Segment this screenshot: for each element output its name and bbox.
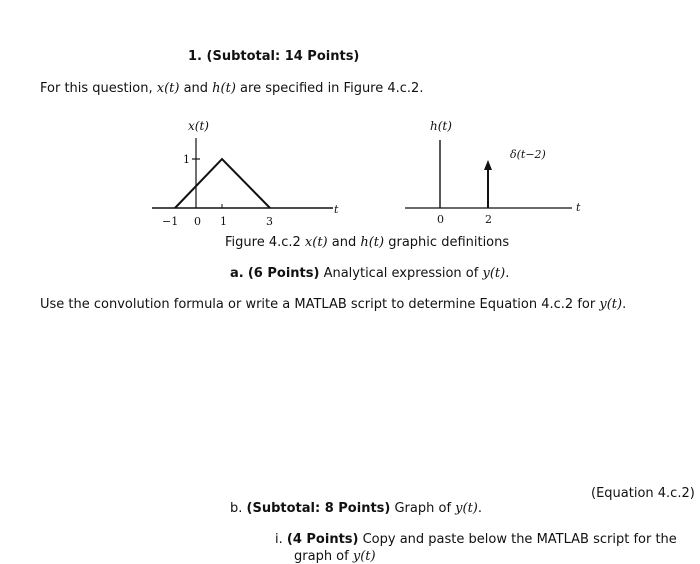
part-a-points: (6 Points) xyxy=(247,266,320,281)
h-plot-ylabel: h(t) xyxy=(430,119,452,133)
figure-caption xyxy=(225,235,509,250)
intro-x-signal: x(t) xyxy=(156,81,180,96)
part-a-label: a. xyxy=(230,266,244,281)
h-plot-x-tick-label-0: 0 xyxy=(437,213,444,226)
instruction-y-signal: y(t) xyxy=(599,297,623,312)
caption-and: and xyxy=(327,235,361,250)
x-plot xyxy=(152,119,339,228)
part-b-i-label: i. xyxy=(275,532,283,547)
part-b-y-signal: y(t) xyxy=(455,501,478,516)
intro-h-signal: h(t) xyxy=(212,81,236,96)
h-plot xyxy=(405,119,581,226)
x-plot-t-label: t xyxy=(334,203,339,216)
instruction-text xyxy=(40,297,626,312)
question-heading xyxy=(188,49,359,64)
part-b-heading xyxy=(230,501,482,516)
intro-text xyxy=(40,81,423,96)
intro-prefix: For this question, xyxy=(40,81,157,96)
instruction-body: Use the convolution formula or write a MATLAB script to determine Equation 4.c.2 for xyxy=(40,297,600,312)
intro-and: and xyxy=(179,81,213,96)
part-a-y-signal: y(t) xyxy=(482,266,506,281)
x-plot-x-tick-label-0: 0 xyxy=(194,215,201,228)
part-a-end: . xyxy=(505,266,510,281)
part-b-end: . xyxy=(477,501,483,516)
part-b-i-y-signal: y(t) xyxy=(352,549,376,564)
x-plot-x-tick-label-neg1: −1 xyxy=(162,215,179,228)
x-plot-triangle-signal xyxy=(175,159,270,208)
instruction-end: . xyxy=(622,297,627,312)
part-b-i-line2 xyxy=(294,549,376,564)
x-plot-x-tick-label-1: 1 xyxy=(220,215,227,228)
part-b-points: (Subtotal: 8 Points) xyxy=(246,501,391,516)
part-b-i-line1 xyxy=(275,532,677,547)
x-plot-ylabel: x(t) xyxy=(188,119,209,133)
part-a-text: Analytical expression of xyxy=(319,266,483,281)
part-b-text: Graph of xyxy=(390,501,456,516)
h-plot-impulse-arrowhead xyxy=(484,160,492,170)
part-b-label: b. xyxy=(230,501,243,516)
x-plot-y-tick-label: 1 xyxy=(183,153,190,166)
caption-suffix: graphic definitions xyxy=(384,235,510,250)
h-plot-t-label: t xyxy=(576,201,581,214)
h-plot-impulse-label: δ(t−2) xyxy=(510,148,546,161)
part-b-i-line2-text: graph of xyxy=(294,549,353,564)
part-a-heading xyxy=(230,266,509,281)
intro-suffix: are specified in Figure 4.c.2. xyxy=(235,81,424,96)
question-number: 1. xyxy=(188,49,202,64)
part-b-i-text: Copy and paste below the MATLAB script for the xyxy=(358,532,677,547)
caption-h-signal: h(t) xyxy=(360,235,385,250)
caption-x-signal: x(t) xyxy=(304,235,328,250)
caption-prefix: Figure 4.c.2 xyxy=(225,235,305,250)
part-b-i-points: (4 Points) xyxy=(286,532,359,547)
figure-4c2 xyxy=(0,110,700,350)
h-plot-x-tick-label-2: 2 xyxy=(485,213,492,226)
equation-reference: (Equation 4.c.2) xyxy=(591,486,695,501)
x-plot-x-tick-label-3: 3 xyxy=(266,215,273,228)
question-subtotal: (Subtotal: 14 Points) xyxy=(206,49,360,64)
